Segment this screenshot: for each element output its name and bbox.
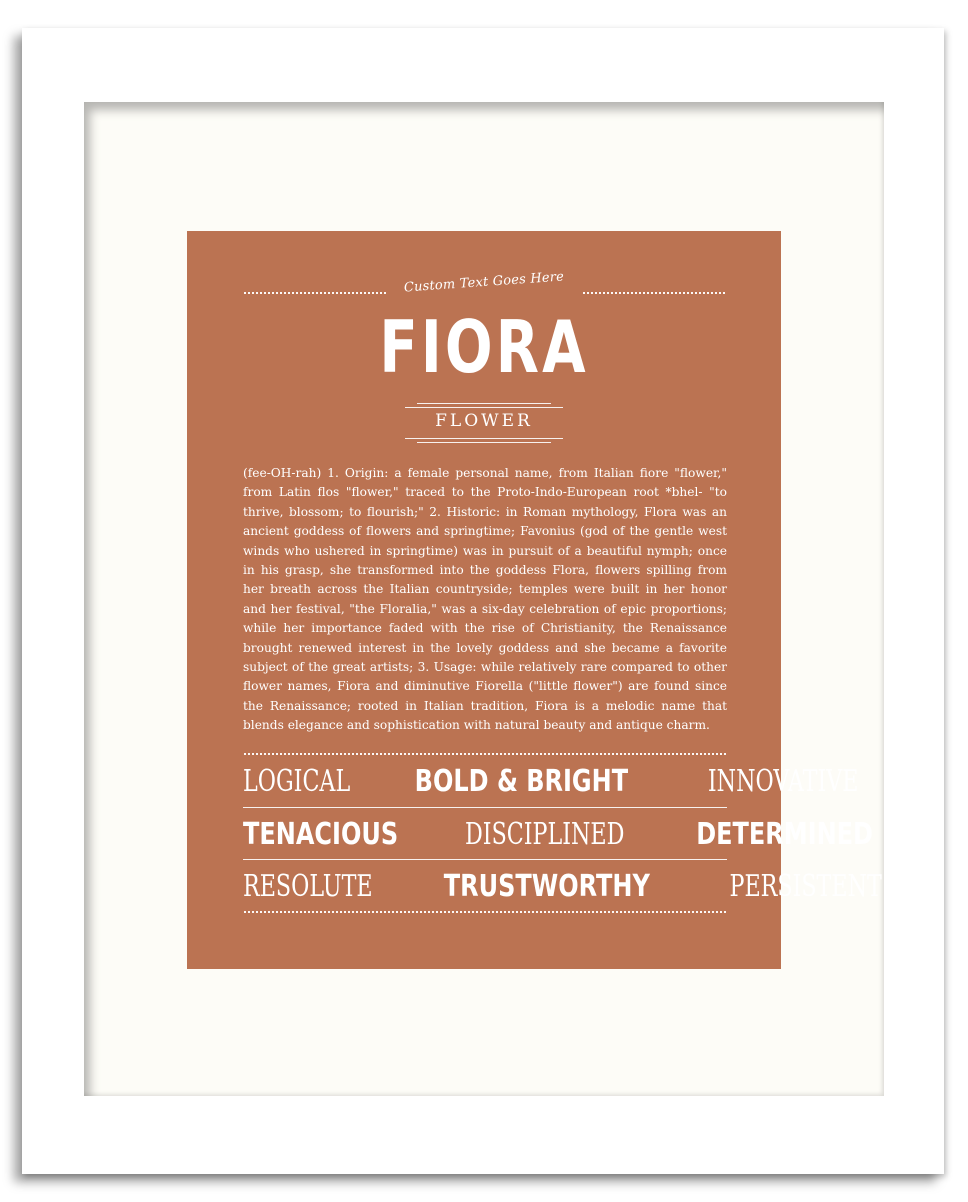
trait-row (243, 866, 882, 906)
dotted-divider (583, 292, 725, 294)
trait-word: RESOLUTE (243, 868, 373, 904)
name-title: FIORA (379, 305, 589, 389)
meaning-rule-bottom (417, 442, 551, 443)
name-meaning: FLOWER (435, 411, 533, 431)
dotted-divider (244, 753, 726, 755)
meaning-rule-top (417, 403, 551, 404)
name-print (187, 231, 882, 969)
meaning-rule-bottom (405, 438, 563, 439)
custom-text: Custom Text Goes Here (403, 269, 565, 296)
trait-word: PERSISTENT (729, 868, 882, 904)
trait-word: INNOVATIVE (707, 763, 859, 799)
trait-word: TENACIOUS (243, 816, 399, 852)
trait-word: DETERMINED (696, 816, 874, 852)
trait-row (243, 761, 859, 801)
trait-divider (243, 807, 727, 808)
trait-word: TRUSTWORTHY (443, 868, 650, 904)
trait-word: DISCIPLINED (464, 816, 625, 852)
name-definition: (fee-OH-rah) 1. Origin: a female personal name, from Italian fiore "flower," from Latin flos "flower," traced to the Proto-Indo-European root *bhel- "to thrive, blossom; to flourish;" 2. Historic: in Roman mythology, Flora was an ancient goddess of flowers and springtime; Favonius (god of the gentle west winds who ushered in springtime) was in pursuit of a beautiful nymph; once in his grasp, she transformed into the goddess Flora, flowers spilling from her breath across the Italian countryside; temples were built in her honor and her festival, "the Floralia," was a six-day celebration of epic proportions; while her importance faded with the rise of Christianity, the Renaissance brought renewed interest in the lovely goddess and she became a favorite subject of the great artists; 3. Usage: while relatively rare compared to other flower names, Fiora and diminutive Fiorella ("little flower") are found since the Renaissance; rooted in Italian tradition, Fiora is a melodic name that blends elegance and sophistication with natural beauty and antique charm. (243, 466, 727, 733)
dotted-divider (244, 292, 386, 294)
dotted-divider (244, 911, 726, 913)
trait-divider (243, 859, 727, 860)
trait-word: BOLD & BRIGHT (414, 763, 628, 799)
meaning-rule-top (405, 407, 563, 408)
trait-word: LOGICAL (243, 763, 351, 799)
trait-row (243, 814, 874, 854)
